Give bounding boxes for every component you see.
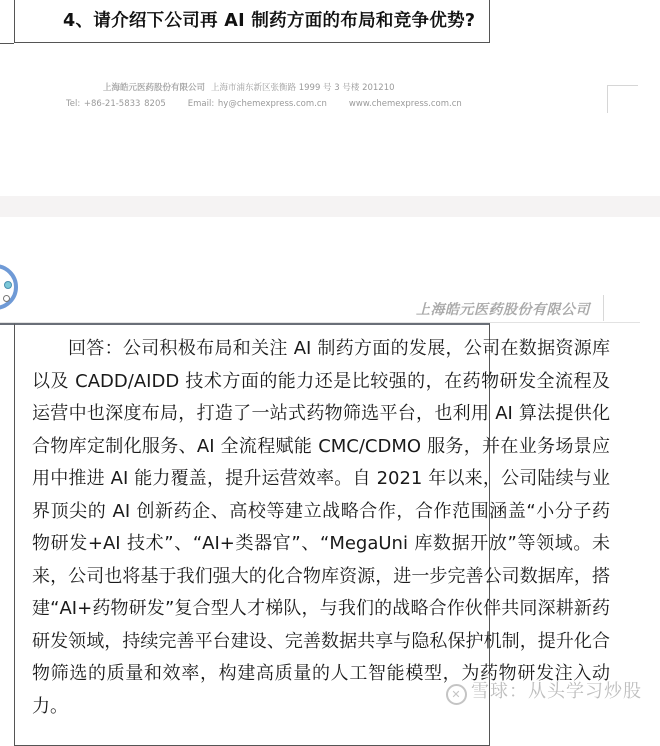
answer-paragraph: 回答：公司积极布局和关注 AI 制药方面的发展，公司在数据资源库以及 CADD/AIDD 技术方面的能力还是比较强的，在药物研发全流程及运营中也深度布局，打造了一站式药物筛选平台，也利用 AI 算法提供化合物库定制化服务、AI 全流程赋能 CMC/CDMO 服务，并在业务场景应用中推进 AI 能力覆盖，提升运营效率。自 2021 年以来，公司陆续与业界顶尖的 AI 创新药企、高校等建立战略合作，合作范围涵盖“小分子药物研发+AI 技术”、“AI+类器官”、“MegaUni 库数据开放”等领域。未来，公司也将基于我们强大的化合物库资源，进一步完善公司数据库，搭建“AI+药物研发”复合型人才梯队，与我们的战略合作伙伴共同深耕新药研发领域，持续完善平台建设、完善数据共享与隐私保护机制，提升化合物筛选的质量和效率，构建高质量的人工智能模型，为药物研发注入动力。 bbox=[32, 338, 610, 717]
page-header-company: 上海皓元医药股份有限公司 bbox=[416, 302, 590, 318]
footer-company-name: 上海皓元医药股份有限公司 bbox=[103, 83, 206, 93]
watermark-text: 雪球：从头学习炒股 bbox=[471, 681, 642, 702]
document-page-2 bbox=[0, 217, 660, 716]
answer-text bbox=[32, 333, 610, 723]
footer-contact-line bbox=[66, 99, 484, 109]
footer-address: 上海市浦东新区张衡路 1999 号 3 号楼 201210 bbox=[211, 83, 395, 93]
watermark bbox=[446, 677, 642, 705]
crop-mark bbox=[607, 85, 638, 113]
question-table-cell bbox=[14, 0, 490, 43]
question-title: 4、请介绍下公司再 AI 制药方面的布局和竞争优势? bbox=[63, 11, 476, 31]
logo-dot-icon bbox=[4, 281, 12, 289]
footer-tel: Tel: +86-21-5833 8205 bbox=[66, 99, 166, 109]
footer-website: www.chemexpress.com.cn bbox=[348, 99, 462, 109]
page-gap bbox=[0, 196, 660, 217]
document-page-1 bbox=[0, 0, 660, 196]
xueqiu-logo-icon: ✕ bbox=[446, 684, 467, 705]
table-border-left bbox=[0, 43, 14, 44]
logo-dot-icon bbox=[3, 295, 10, 302]
footer-email: Email: hy@chemexpress.com.cn bbox=[187, 99, 327, 109]
header-divider bbox=[603, 295, 604, 321]
footer-address-line bbox=[103, 81, 395, 93]
table-border-left bbox=[0, 323, 14, 325]
company-logo-icon bbox=[0, 264, 18, 310]
